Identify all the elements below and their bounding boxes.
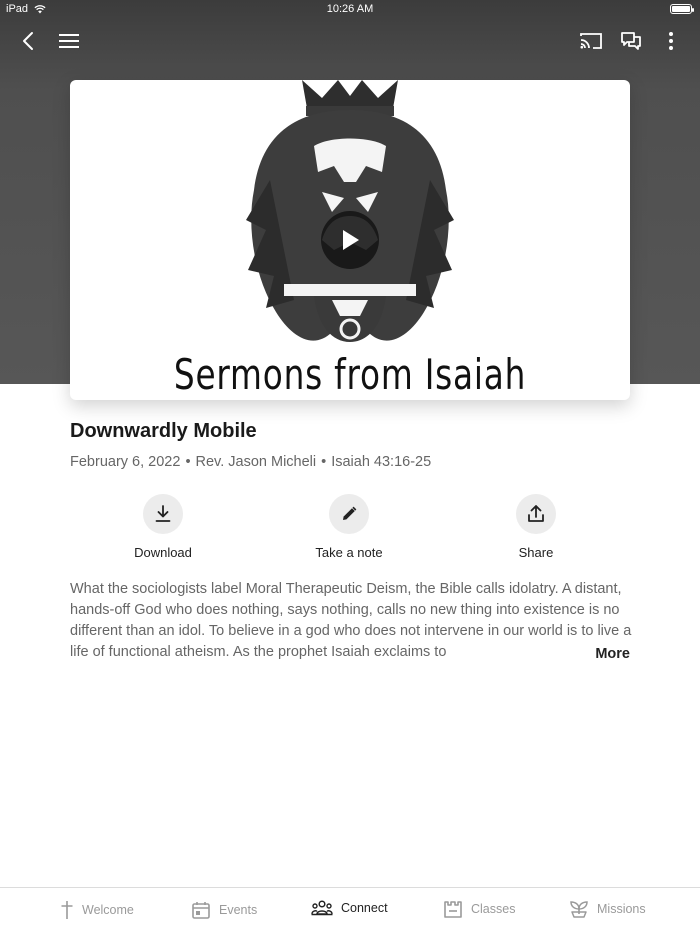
share-circle bbox=[516, 494, 556, 534]
sermon-title: Downwardly Mobile bbox=[70, 420, 257, 442]
tab-events-label: Events bbox=[219, 903, 258, 917]
more-fade bbox=[546, 644, 636, 665]
tab-missions-label: Missions bbox=[597, 902, 646, 916]
battery-icon bbox=[670, 4, 692, 14]
share-label: Share bbox=[518, 545, 554, 560]
calendar-icon bbox=[191, 900, 211, 920]
tab-connect[interactable] bbox=[311, 900, 388, 916]
meta-separator: • bbox=[321, 454, 327, 470]
hamburger-menu-icon bbox=[58, 33, 80, 49]
sermon-speaker: Rev. Jason Micheli bbox=[195, 454, 317, 470]
castle-icon bbox=[443, 900, 463, 918]
status-bar bbox=[0, 0, 700, 20]
bottom-tab-bar bbox=[0, 887, 700, 934]
tab-events[interactable] bbox=[191, 900, 257, 920]
tab-classes-label: Classes bbox=[471, 902, 516, 916]
tab-missions[interactable] bbox=[569, 900, 646, 918]
chevron-left-icon bbox=[21, 31, 35, 51]
meta-separator: • bbox=[185, 454, 191, 470]
take-note-circle bbox=[329, 494, 369, 534]
vertical-dots-icon bbox=[668, 31, 674, 51]
series-title: Sermons from Isaiah bbox=[173, 350, 527, 399]
take-note-button[interactable] bbox=[279, 494, 419, 560]
sermon-scripture: Isaiah 43:16-25 bbox=[331, 454, 432, 470]
people-icon bbox=[311, 900, 333, 916]
share-icon bbox=[527, 505, 545, 523]
download-icon bbox=[155, 505, 171, 523]
download-label: Download bbox=[134, 545, 192, 560]
more-link[interactable]: More bbox=[595, 646, 630, 662]
download-button[interactable] bbox=[93, 494, 233, 560]
sermon-meta bbox=[70, 454, 431, 470]
cast-icon bbox=[580, 32, 602, 50]
status-time: 10:26 AM bbox=[326, 3, 374, 15]
take-note-label: Take a note bbox=[315, 545, 383, 560]
menu-button[interactable] bbox=[54, 26, 84, 56]
pencil-icon bbox=[341, 506, 357, 522]
tab-connect-label: Connect bbox=[341, 901, 388, 915]
back-button[interactable] bbox=[13, 26, 43, 56]
tab-classes[interactable] bbox=[443, 900, 515, 918]
play-button[interactable] bbox=[321, 211, 379, 269]
sprout-icon bbox=[569, 900, 589, 918]
sermon-description bbox=[70, 579, 636, 665]
share-button[interactable] bbox=[466, 494, 606, 560]
sermon-date: February 6, 2022 bbox=[70, 454, 181, 470]
play-icon bbox=[340, 229, 360, 251]
more-options-button[interactable] bbox=[656, 26, 686, 56]
download-circle bbox=[143, 494, 183, 534]
cross-icon bbox=[60, 900, 74, 920]
cast-button[interactable] bbox=[576, 26, 606, 56]
tab-welcome-label: Welcome bbox=[82, 903, 134, 917]
tab-welcome[interactable] bbox=[60, 900, 134, 920]
chat-bubbles-icon bbox=[620, 31, 642, 51]
chat-button[interactable] bbox=[616, 26, 646, 56]
sermon-media-card[interactable] bbox=[70, 80, 630, 400]
device-name: iPad bbox=[6, 3, 29, 15]
description-text: What the sociologists label Moral Therapeutic Deism, the Bible calls idolatry. A distant, hands-off God who does nothing, says nothing, calls no new thing into existence is no different than an idol. To believe in a god who does not intervene in our world is to live a life of functional atheism. As the prophet Isaiah exclaims to bbox=[70, 581, 632, 660]
